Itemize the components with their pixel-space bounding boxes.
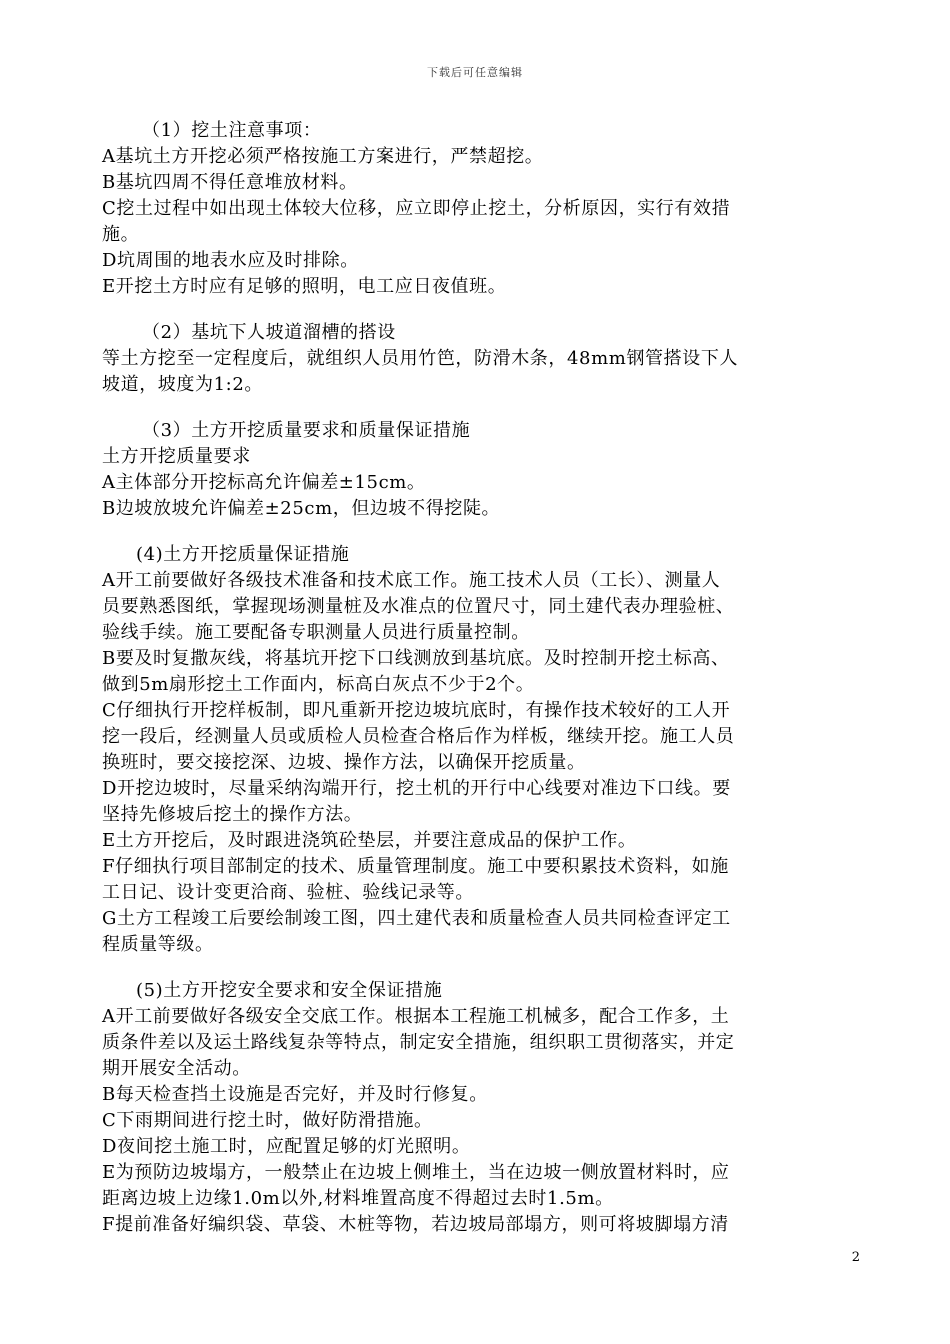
text-line: F提前准备好编织袋、草袋、木桩等物，若边坡局部塌方，则可将坡脚塌方清 <box>102 1214 729 1235</box>
section-heading: （1）挖土注意事项： <box>142 120 322 141</box>
text-line: E开挖土方时应有足够的照明，电工应日夜值班。 <box>102 276 507 297</box>
paragraph-gap <box>102 398 860 418</box>
page-number: 2 <box>851 1250 860 1265</box>
text-line: B每天检查挡土设施是否完好，并及时行修复。 <box>102 1084 488 1105</box>
text-line: 程质量等级。 <box>102 934 214 955</box>
text-line: 质条件差以及运土路线复杂等特点，制定安全措施，组织职工贯彻落实，并定 <box>102 1032 735 1053</box>
text-line: B基坑四周不得任意堆放材料。 <box>102 172 358 193</box>
page-header: 下载后可任意编辑 <box>427 66 523 79</box>
paragraph-gap <box>102 300 860 320</box>
text-line: 期开展安全活动。 <box>102 1058 251 1079</box>
text-line: 坡道，坡度为1:2。 <box>102 374 263 395</box>
section-heading: (5)土方开挖安全要求和安全保证措施 <box>136 980 443 1001</box>
section-heading: （3）土方开挖质量要求和质量保证措施 <box>142 420 471 441</box>
text-line: C仔细执行开挖样板制，即凡重新开挖边坡坑底时，有操作技术较好的工人开 <box>102 700 731 721</box>
text-line: D坑周围的地表水应及时排除。 <box>102 250 359 271</box>
text-line: A开工前要做好各级安全交底工作。根据本工程施工机械多，配合工作多，土 <box>102 1006 730 1027</box>
document-body <box>102 118 860 1238</box>
text-line: 员要熟悉图纸，掌握现场测量桩及水准点的位置尺寸，同土建代表办理验桩、 <box>102 596 735 617</box>
section-heading: （2）基坑下人坡道溜槽的搭设 <box>142 322 396 343</box>
text-line: 坚持先修坡后挖土的操作方法。 <box>102 804 363 825</box>
text-line: D开挖边坡时，尽量采纳沟端开行，挖土机的开行中心线要对准边下口线。要 <box>102 778 731 799</box>
text-line: A开工前要做好各级技术准备和技术底工作。施工技术人员（工长）、测量人 <box>102 570 721 591</box>
paragraph-gap <box>102 522 860 542</box>
text-line: 换班时，要交接挖深、边坡、操作方法，以确保开挖质量。 <box>102 752 586 773</box>
text-line: D夜间挖土施工时，应配置足够的灯光照明。 <box>102 1136 471 1157</box>
text-line: 验线手续。施工要配备专职测量人员进行质量控制。 <box>102 622 530 643</box>
text-line: 挖一段后，经测量人员或质检人员检查合格后作为样板，继续开挖。施工人员 <box>102 726 735 747</box>
text-line: 工日记、设计变更洽商、验桩、验线记录等。 <box>102 882 474 903</box>
text-line: C下雨期间进行挖土时，做好防滑措施。 <box>102 1110 433 1131</box>
text-line: 做到5m扇形挖土工作面内，标高白灰点不少于2个。 <box>102 674 535 695</box>
text-line: 土方开挖质量要求 <box>102 446 251 467</box>
text-line: F仔细执行项目部制定的技术、质量管理制度。施工中要积累技术资料，如施 <box>102 856 729 877</box>
paragraph-gap <box>102 958 860 978</box>
text-line: B边坡放坡允许偏差±25cm，但边坡不得挖陡。 <box>102 498 501 519</box>
text-line: E为预防边坡塌方，一般禁止在边坡上侧堆土，当在边坡一侧放置材料时，应 <box>102 1162 730 1183</box>
text-line: E土方开挖后，及时跟进浇筑砼垫层，并要注意成品的保护工作。 <box>102 830 637 851</box>
text-line: G土方工程竣工后要绘制竣工图，四土建代表和质量检查人员共同检查评定工 <box>102 908 731 929</box>
text-line: A基坑土方开挖必须严格按施工方案进行，严禁超挖。 <box>102 146 544 167</box>
text-line: 施。 <box>102 224 140 245</box>
text-line: 距离边坡上边缘1.0m以外,材料堆置高度不得超过去时1.5m。 <box>102 1188 614 1209</box>
text-line: B要及时复撒灰线，将基坑开挖下口线测放到基坑底。及时控制开挖土标高、 <box>102 648 730 669</box>
section-heading: (4)土方开挖质量保证措施 <box>136 544 350 565</box>
text-line: 等土方挖至一定程度后，就组织人员用竹笆，防滑木条，48mm钢管搭设下人 <box>102 348 739 369</box>
text-line: A主体部分开挖标高允许偏差±15cm。 <box>102 472 426 493</box>
text-line: C挖土过程中如出现土体较大位移，应立即停止挖土，分析原因，实行有效措 <box>102 198 731 219</box>
